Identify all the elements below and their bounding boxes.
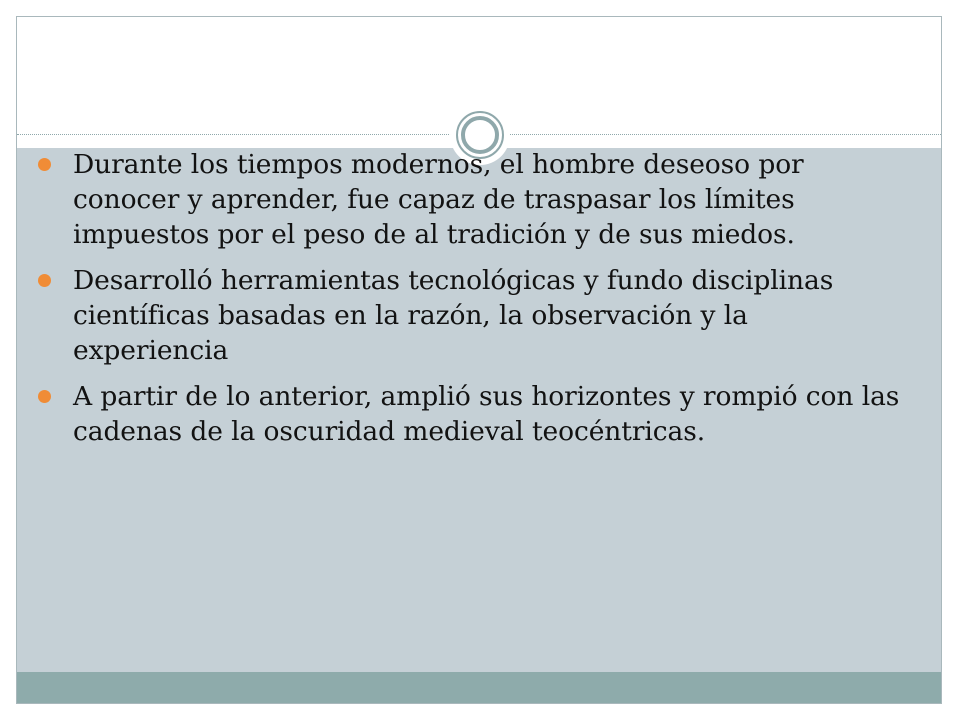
footer-band (17, 672, 941, 704)
bullet-item (26, 147, 906, 252)
bullet-dot-icon (38, 274, 51, 287)
bullet-item (26, 379, 906, 449)
bullet-item (26, 263, 906, 368)
bullet-text: A partir de lo anterior, amplió sus horizontes y rompió con las cadenas de la oscuridad medieval teocéntricas. (73, 381, 900, 447)
bullet-text: Desarrolló herramientas tecnológicas y fundo disciplinas científicas basadas en la razón, la observación y la experiencia (73, 265, 834, 366)
bullet-dot-icon (38, 390, 51, 403)
bullet-dot-icon (38, 158, 51, 171)
bullet-list (26, 147, 906, 460)
bullet-text: Durante los tiempos modernos, el hombre deseoso por conocer y aprender, fue capaz de traspasar los límites impuestos por el peso de al tradición y de sus miedos. (73, 149, 804, 250)
